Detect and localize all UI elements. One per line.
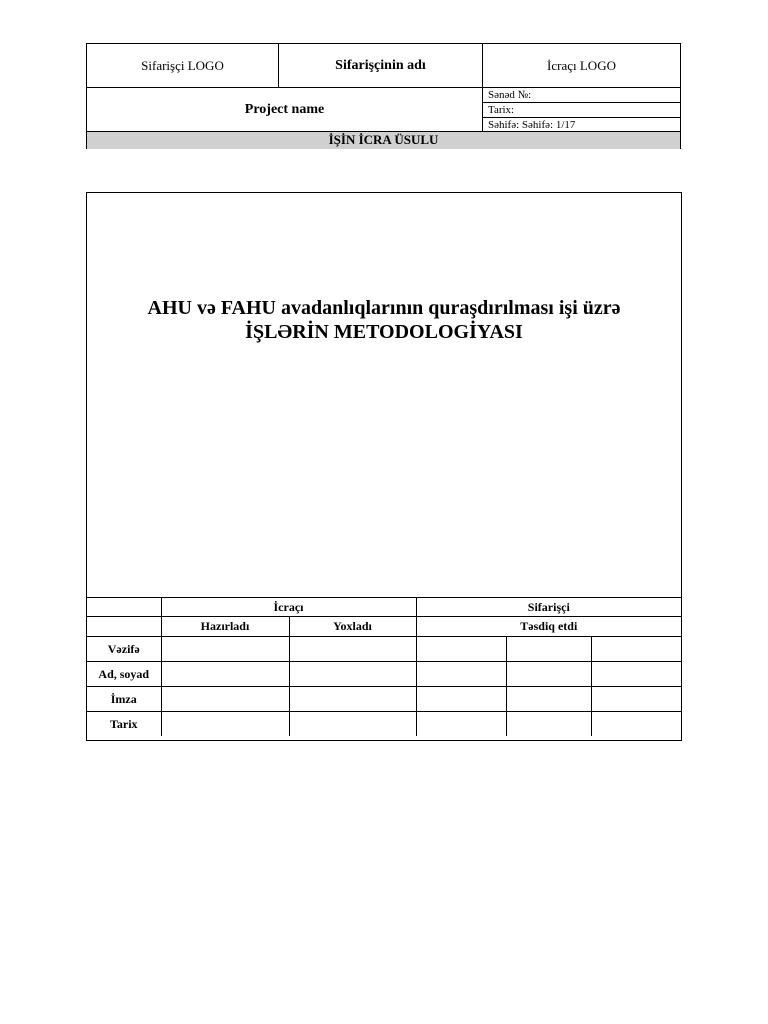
blank-corner-cell	[87, 617, 161, 637]
page-label: Səhifə: Səhifə: 1/17	[488, 119, 576, 131]
signoff-cell	[161, 637, 289, 662]
contractor-logo: İcraçı LOGO	[547, 57, 616, 73]
client-logo: Sifarişçi LOGO	[87, 44, 279, 87]
signoff-cell	[289, 687, 416, 712]
client-heading: Sifarişçi	[416, 598, 681, 617]
signoff-cell	[161, 662, 289, 687]
client-name: Sifarişçinin adı	[279, 44, 483, 87]
checked-heading: Yoxladı	[289, 617, 416, 637]
document-title	[87, 296, 681, 344]
signoff-cell	[416, 637, 506, 662]
signoff-cell	[506, 712, 591, 737]
signoff-cell	[416, 687, 506, 712]
document-meta	[483, 88, 680, 131]
signoff-cell	[161, 687, 289, 712]
contractor-heading: İcraçı	[161, 598, 416, 617]
signoff-table	[87, 597, 681, 736]
cover-box	[86, 192, 682, 741]
signoff-cell	[591, 637, 681, 662]
signoff-cell	[506, 687, 591, 712]
signoff-cell	[591, 712, 681, 737]
title-line-2: İŞLƏRİN METODOLOGİYASI	[245, 321, 523, 343]
signoff-cell	[506, 637, 591, 662]
signoff-cell	[591, 687, 681, 712]
section-band-title: İŞİN İCRA ÜSULU	[87, 131, 680, 149]
signoff-cell	[289, 712, 416, 737]
signoff-cell	[289, 637, 416, 662]
row-label-date: Tarix	[87, 712, 161, 737]
signoff-cell	[161, 712, 289, 737]
prepared-heading: Hazırladı	[161, 617, 289, 637]
row-label-name: Ad, soyad	[87, 662, 161, 687]
date-label: Tarix:	[483, 103, 680, 118]
approved-heading: Təsdiq etdi	[416, 617, 681, 637]
document-number-label: Sənəd №:	[483, 88, 680, 103]
header-top-row	[87, 44, 680, 88]
signoff-cell	[506, 662, 591, 687]
signoff-cell	[416, 712, 506, 737]
signoff-cell	[416, 662, 506, 687]
document-header	[86, 43, 681, 149]
signoff-cell	[289, 662, 416, 687]
row-label-signature: İmza	[87, 687, 161, 712]
signoff-cell	[591, 662, 681, 687]
title-line-1: AHU və FAHU avadanlıqlarının quraşdırılması işi üzrə	[147, 297, 621, 319]
header-second-row	[87, 88, 680, 131]
blank-corner-cell	[87, 598, 161, 617]
project-name: Project name	[87, 88, 483, 131]
row-label-position: Vəzifə	[87, 637, 161, 662]
